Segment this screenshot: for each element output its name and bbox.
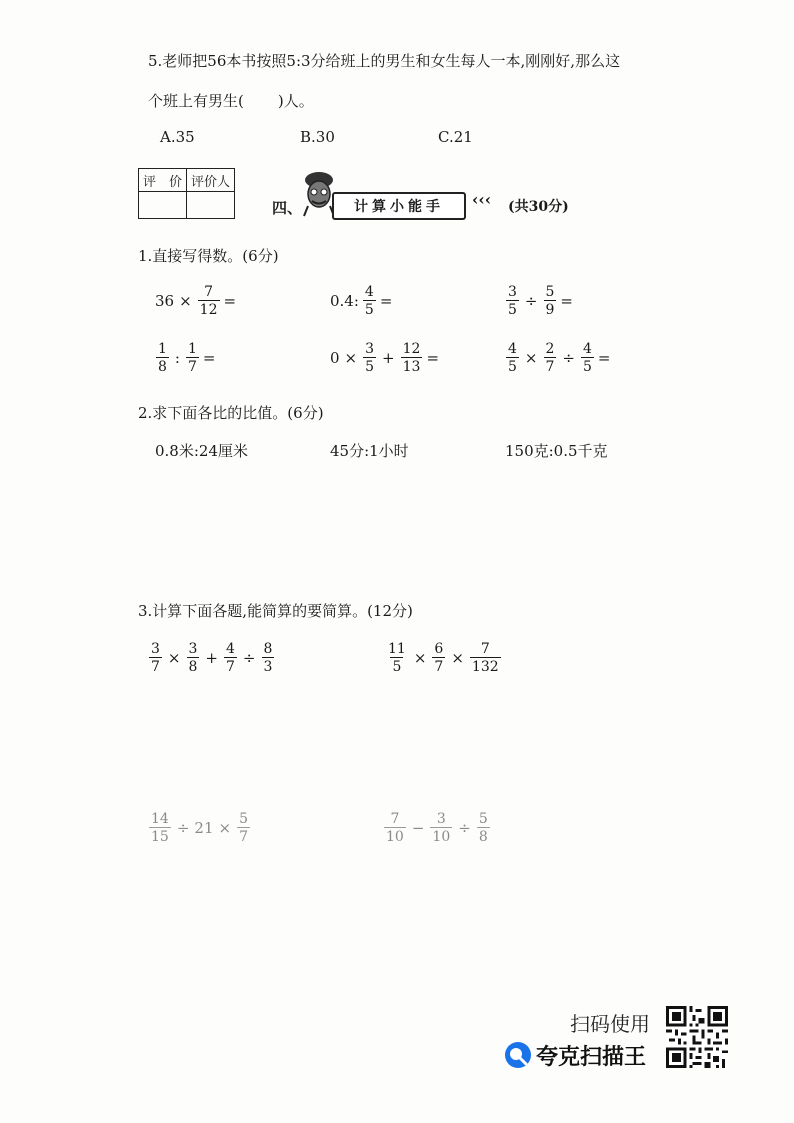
section-title: 计算小能手 — [354, 199, 444, 215]
equals: = — [426, 349, 440, 367]
q5-line2-end: )人。 — [277, 92, 314, 110]
operator: ÷ — [458, 819, 471, 837]
quark-logo-icon — [504, 1041, 532, 1073]
operator: × — [413, 649, 427, 667]
fraction: $\frac{14}{15}$ — [151, 811, 169, 845]
operand: 0.4: — [330, 292, 359, 310]
part1-item-1 — [155, 285, 236, 317]
fraction: $\frac{4}{5}$ — [508, 341, 517, 375]
operator: : — [174, 349, 180, 367]
fraction: $\frac{5}{8}$ — [478, 811, 488, 845]
score-header-eval: 评 价 — [139, 169, 187, 192]
section-number: 四、 — [272, 199, 303, 217]
q5-option-a[interactable]: A.35 — [160, 128, 195, 146]
section-points: (共30分) — [508, 199, 569, 215]
equals: = — [560, 292, 573, 310]
operand: 21 — [194, 819, 214, 837]
operator: + — [382, 349, 395, 367]
operator: ÷ — [562, 349, 575, 367]
fraction: $\frac{3}{5}$ — [508, 284, 517, 318]
brand-name: 夸克扫描王 — [536, 1045, 647, 1070]
fraction: $\frac{3}{5}$ — [365, 341, 375, 375]
equals: = — [223, 292, 237, 310]
part1-heading: 1.直接写得数。(6分) — [138, 247, 279, 265]
score-header-evaluator: 评价人 — [187, 169, 235, 192]
fraction: $\frac{3}{8}$ — [188, 641, 198, 675]
q5-line2 — [148, 90, 314, 111]
fraction: $\frac{7}{132}$ — [471, 641, 499, 675]
part2-item-3: 150克:0.5千克 — [505, 442, 608, 460]
score-cell-eval[interactable] — [139, 192, 187, 219]
fraction: $\frac{3}{7}$ — [151, 641, 160, 675]
fraction: $\frac{2}{7}$ — [545, 341, 555, 375]
operator: × — [451, 649, 464, 667]
equals: = — [379, 292, 393, 310]
section-title-banner — [332, 192, 466, 220]
part3-expr-1 — [148, 642, 275, 674]
fraction: $\frac{5}{7}$ — [239, 811, 248, 845]
score-table — [138, 168, 235, 219]
operator: × — [344, 349, 358, 367]
operator: ÷ — [524, 292, 538, 310]
part3-expr-2 — [385, 642, 502, 674]
fraction: $\frac{4}{5}$ — [583, 341, 592, 375]
part1-item-6 — [505, 342, 611, 374]
operator: × — [167, 649, 181, 667]
fraction: $\frac{1}{7}$ — [187, 341, 197, 375]
q5-option-b[interactable]: B.30 — [300, 128, 335, 146]
fraction: $\frac{5}{9}$ — [545, 284, 555, 318]
part1-item-3 — [505, 285, 573, 317]
equals: = — [597, 349, 611, 367]
equals: = — [202, 349, 216, 367]
qr-code-icon[interactable] — [666, 1006, 728, 1072]
fraction: $\frac{7}{12}$ — [199, 284, 218, 318]
q5-option-c[interactable]: C.21 — [438, 128, 473, 146]
fraction: $\frac{8}{3}$ — [263, 641, 273, 675]
fraction: $\frac{12}{13}$ — [402, 341, 421, 375]
operator: ÷ — [176, 819, 190, 837]
operand: 36 — [155, 292, 175, 310]
part1-item-2 — [330, 285, 392, 317]
part2-heading: 2.求下面各比的比值。(6分) — [138, 404, 324, 422]
fraction: $\frac{6}{7}$ — [434, 641, 444, 675]
part1-item-5 — [330, 342, 439, 374]
operator: ÷ — [242, 649, 256, 667]
scan-to-use-text: 扫码使用 — [570, 1012, 650, 1036]
part2-item-1: 0.8米:24厘米 — [155, 442, 248, 460]
fraction: $\frac{4}{5}$ — [364, 284, 374, 318]
fraction: $\frac{11}{5}$ — [388, 641, 406, 675]
operator: × — [218, 819, 232, 837]
score-cell-evaluator[interactable] — [187, 192, 235, 219]
q5-line1: 5.老师把56本书按照5:3分给班上的男生和女生每人一本,刚刚好,那么这 — [148, 52, 621, 70]
q5-line2-text: 个班上有男生( — [148, 92, 244, 110]
part3-expr-4 — [383, 812, 491, 844]
operator: × — [179, 292, 192, 310]
arrows-icon: ‹‹‹ — [472, 190, 492, 209]
fraction: $\frac{3}{10}$ — [432, 811, 451, 845]
part3-expr-3 — [148, 812, 251, 844]
part2-item-2: 45分:1小时 — [330, 442, 409, 460]
fraction: $\frac{7}{10}$ — [386, 811, 404, 845]
part3-heading: 3.计算下面各题,能简算的要简算。(12分) — [138, 602, 413, 620]
operand: 0 — [330, 349, 340, 367]
part1-item-4 — [155, 342, 215, 374]
fraction: $\frac{1}{8}$ — [158, 341, 167, 375]
operator: + — [205, 649, 218, 667]
fraction: $\frac{4}{7}$ — [226, 641, 235, 675]
operator: × — [524, 349, 538, 367]
operator: − — [411, 819, 425, 837]
